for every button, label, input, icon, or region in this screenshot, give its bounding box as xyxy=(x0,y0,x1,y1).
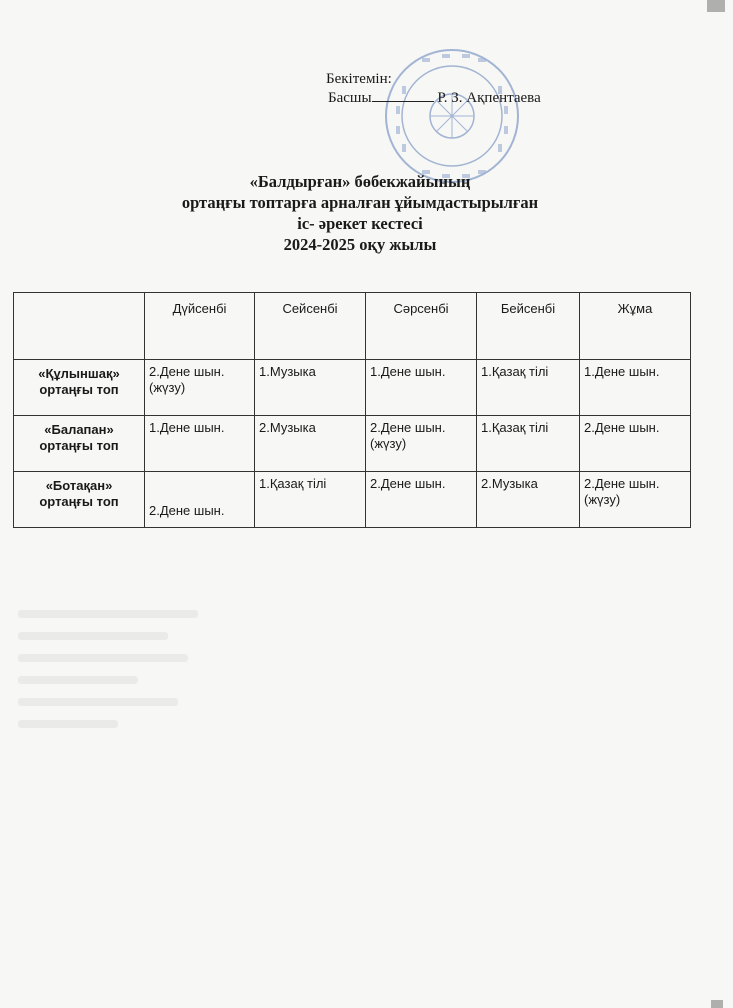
head-name: Р. З. Ақпентаева xyxy=(437,90,541,106)
table-cell: 2.Дене шын.(жүзу) xyxy=(145,360,255,416)
scan-artifact xyxy=(707,0,725,12)
header-cell-thursday: Бейсенбі xyxy=(477,293,580,360)
table-row xyxy=(14,360,691,416)
group-name: «Балапан» ортаңғы топ xyxy=(14,416,145,472)
header-cell-empty xyxy=(14,293,145,360)
table-cell: 2.Дене шын. xyxy=(366,472,477,528)
title-line-3: іс- әрекет кестесі xyxy=(297,214,423,233)
table-cell: 1.Қазақ тілі xyxy=(477,360,580,416)
table-cell: 1.Музыка xyxy=(255,360,366,416)
table-cell: 1.Қазақ тілі xyxy=(255,472,366,528)
document-title xyxy=(60,171,660,255)
table-cell: 2.Музыка xyxy=(255,416,366,472)
signature-underline xyxy=(372,89,434,102)
bleed-through-text xyxy=(18,610,218,750)
title-line-1: «Балдырған» бөбекжайының xyxy=(249,172,471,191)
table-cell: 2.Дене шын.(жүзу) xyxy=(580,472,691,528)
header-cell-tuesday: Сейсенбі xyxy=(255,293,366,360)
table-cell: 2.Дене шын.(жүзу) xyxy=(366,416,477,472)
official-seal-icon xyxy=(382,46,522,186)
header-cell-monday: Дүйсенбі xyxy=(145,293,255,360)
title-line-2: ортаңғы топтарға арналған ұйымдастырылған xyxy=(181,193,539,212)
table-cell: 1.Дене шын. xyxy=(366,360,477,416)
table-cell: 1.Дене шын. xyxy=(580,360,691,416)
table-header-row xyxy=(14,293,691,360)
schedule-table xyxy=(13,292,691,528)
header-cell-friday: Жұма xyxy=(580,293,691,360)
title-line-4: 2024-2025 оқу жылы xyxy=(283,235,437,254)
table-cell: 1.Дене шын. xyxy=(145,416,255,472)
table-row xyxy=(14,472,691,528)
table-cell: 1.Қазақ тілі xyxy=(477,416,580,472)
approval-block xyxy=(326,70,541,108)
header-cell-wednesday: Сәрсенбі xyxy=(366,293,477,360)
head-signature-line xyxy=(326,89,541,108)
approved-label: Бекітемін: xyxy=(326,71,392,87)
scan-artifact xyxy=(711,1000,723,1008)
table-cell: 2.Музыка xyxy=(477,472,580,528)
group-name: «Ботақан» ортаңғы топ xyxy=(14,472,145,528)
table-row xyxy=(14,416,691,472)
table-cell: 2.Дене шын. xyxy=(580,416,691,472)
table-cell: 2.Дене шын. xyxy=(145,472,255,528)
group-name: «Құлыншақ» ортаңғы топ xyxy=(14,360,145,416)
head-label: Басшы xyxy=(328,90,372,106)
